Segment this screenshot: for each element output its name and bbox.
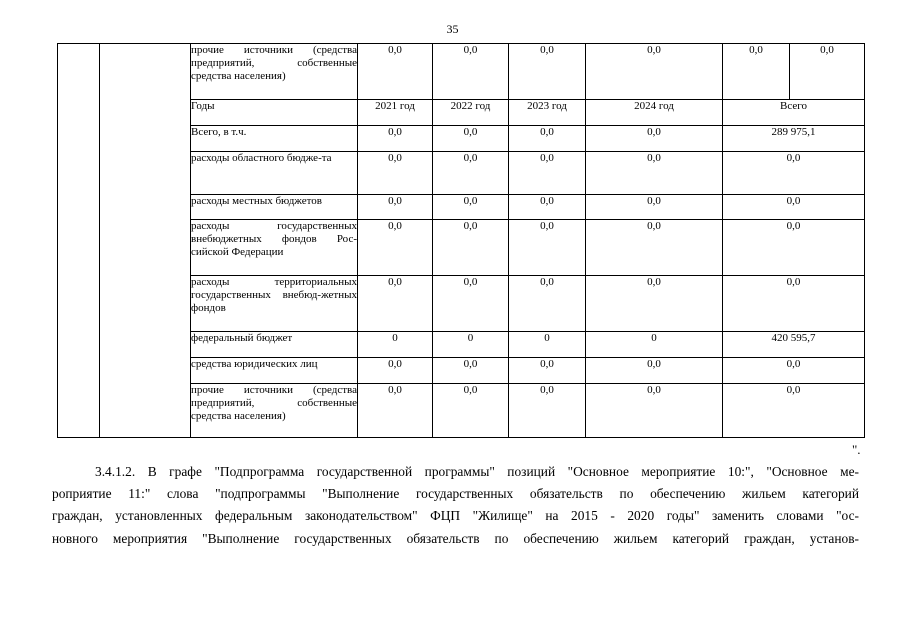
closing-quote: ". [852, 442, 861, 457]
blank-column-1 [58, 44, 100, 438]
paragraph-line: новного мероприятия "Выполнение государственных обязательств по обеспечению жильем категорий граждан, установ- [52, 530, 859, 546]
row-label: средства юридических лиц [191, 358, 358, 384]
value-cell: 0,0 [433, 276, 509, 332]
value-cell: 0,0 [509, 44, 586, 100]
value-cell: 0,0 [586, 220, 723, 276]
total-header: Всего [723, 100, 865, 126]
value-cell: 0,0 [586, 44, 723, 100]
year-header: 2022 год [433, 100, 509, 126]
total-cell: 0,0 [723, 195, 865, 220]
value-cell: 0 [586, 332, 723, 358]
value-cell: 0 [433, 332, 509, 358]
value-cell: 0,0 [433, 44, 509, 100]
total-cell: 0,0 [723, 220, 865, 276]
row-label: расходы территориальных государственных внебюд-жетных фондов [191, 276, 358, 332]
value-cell: 0,0 [586, 195, 723, 220]
value-cell: 0,0 [358, 358, 433, 384]
value-cell: 0,0 [358, 384, 433, 438]
row-label: Всего, в т.ч. [191, 126, 358, 152]
row-label: расходы государственных внебюджетных фондов Рос-сийской Федерации [191, 220, 358, 276]
value-cell: 0,0 [790, 44, 865, 100]
table-row [58, 44, 865, 100]
paragraph-line: 3.4.1.2. В графе "Подпрограмма государственной программы" позиций "Основное мероприятие 10:", "Основное ме- [95, 464, 859, 479]
total-cell: 420 595,7 [723, 332, 865, 358]
value-cell: 0,0 [358, 276, 433, 332]
value-cell: 0,0 [433, 384, 509, 438]
year-header: 2023 год [509, 100, 586, 126]
value-cell: 0,0 [433, 358, 509, 384]
row-label: федеральный бюджет [191, 332, 358, 358]
amendment-paragraph [52, 461, 859, 550]
value-cell: 0,0 [509, 276, 586, 332]
row-label: расходы местных бюджетов [191, 195, 358, 220]
value-cell: 0,0 [358, 44, 433, 100]
value-cell: 0,0 [509, 152, 586, 195]
value-cell: 0,0 [509, 358, 586, 384]
value-cell: 0,0 [358, 126, 433, 152]
total-cell: 0,0 [723, 384, 865, 438]
value-cell: 0,0 [586, 152, 723, 195]
value-cell: 0,0 [586, 384, 723, 438]
total-cell: 0,0 [723, 358, 865, 384]
value-cell: 0 [509, 332, 586, 358]
value-cell: 0,0 [433, 220, 509, 276]
value-cell: 0,0 [586, 358, 723, 384]
paragraph-line: роприятие 11:" слова "подпрограммы "Выполнение государственных обязательств по обеспечению жильем категорий [52, 486, 859, 502]
blank-column-2 [100, 44, 191, 438]
value-cell: 0 [358, 332, 433, 358]
total-cell: 0,0 [723, 152, 865, 195]
value-cell: 0,0 [358, 220, 433, 276]
paragraph-line: граждан, установленных федеральным законодательством" ФЦП "Жилище" на 2015 - 2020 годы" заменить словами "ос- [52, 508, 859, 524]
value-cell: 0,0 [509, 384, 586, 438]
value-cell: 0,0 [509, 195, 586, 220]
year-header: 2021 год [358, 100, 433, 126]
value-cell: 0,0 [433, 126, 509, 152]
row-label: прочие источники (средства предприятий, собственные средства населения) [191, 384, 358, 438]
page-number: 35 [446, 22, 459, 36]
year-header: 2024 год [586, 100, 723, 126]
value-cell: 0,0 [586, 126, 723, 152]
value-cell: 0,0 [358, 152, 433, 195]
value-cell: 0,0 [433, 195, 509, 220]
row-label: прочие источники (средства предприятий, собственные средства населения) [191, 44, 358, 100]
total-cell: 289 975,1 [723, 126, 865, 152]
value-cell: 0,0 [509, 220, 586, 276]
years-header: Годы [191, 100, 358, 126]
value-cell: 0,0 [433, 152, 509, 195]
row-label: расходы областного бюдже-та [191, 152, 358, 195]
total-cell: 0,0 [723, 276, 865, 332]
budget-table [57, 43, 865, 438]
value-cell: 0,0 [586, 276, 723, 332]
value-cell: 0,0 [509, 126, 586, 152]
value-cell: 0,0 [723, 44, 790, 100]
value-cell: 0,0 [358, 195, 433, 220]
